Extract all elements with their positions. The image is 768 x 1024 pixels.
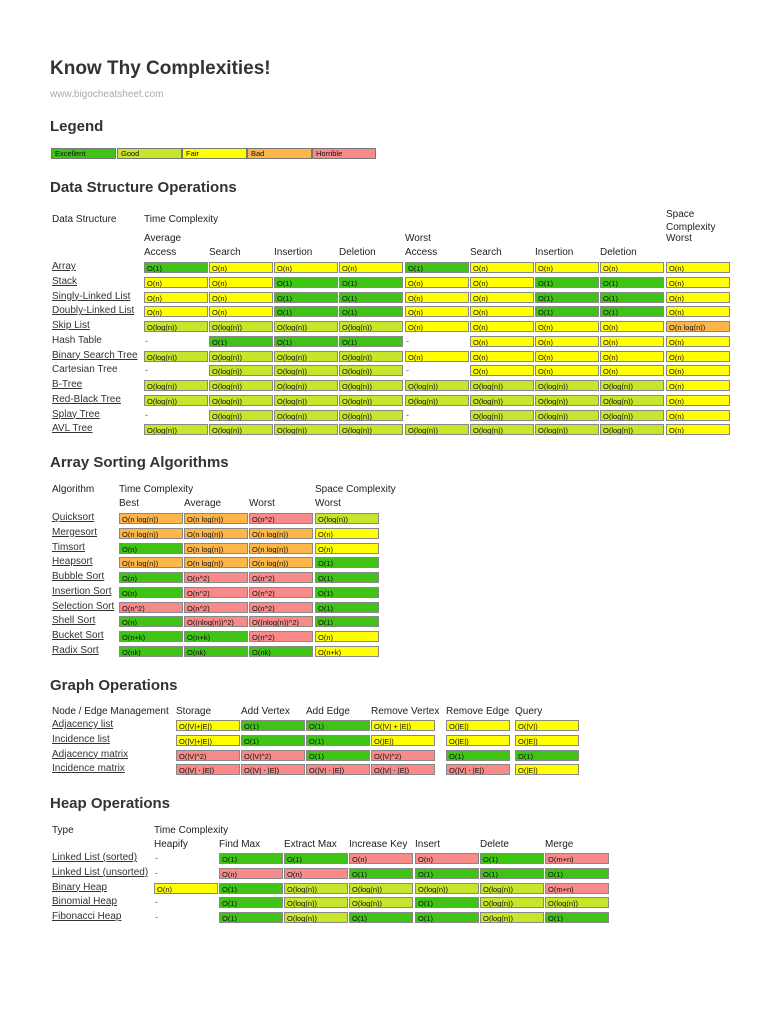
ds-cell-fair: O(n) xyxy=(535,321,599,332)
heap-cell-good: O(log(n)) xyxy=(415,883,479,894)
graph-cell-horrible: O(|V| ⋅ |E|) xyxy=(176,764,240,775)
ds-cell-good: O(log(n)) xyxy=(274,321,338,332)
heap-cell-excellent: O(1) xyxy=(349,868,413,879)
heap-row-label[interactable]: Fibonacci Heap xyxy=(52,911,122,922)
sort-cell-excellent: O(n) xyxy=(119,616,183,627)
ds-cell-good: O(log(n)) xyxy=(274,424,338,435)
ds-cell-empty: - xyxy=(406,365,409,376)
sort-row-label[interactable]: Selection Sort xyxy=(52,600,115,612)
site-url[interactable]: www.bigocheatsheet.com xyxy=(50,89,164,100)
ds-row-label: Hash Table xyxy=(52,334,102,346)
ds-col-header: Insertion xyxy=(274,247,313,258)
ds-cell-empty: - xyxy=(145,335,148,346)
heap-col-header: Extract Max xyxy=(284,839,337,850)
sort-cell-bad: O(n log(n)) xyxy=(184,557,248,568)
ds-cell-fair: O(n) xyxy=(470,351,534,362)
heap-cell-good: O(log(n)) xyxy=(349,897,413,908)
ds-cell-empty: - xyxy=(145,409,148,420)
heap-header-type: Type xyxy=(52,825,74,836)
heap-cell-horrible: O(n) xyxy=(284,868,348,879)
ds-cell-good: O(log(n)) xyxy=(209,365,273,376)
ds-col-header: Access xyxy=(144,247,177,258)
graph-cell-fair: O(|E|) xyxy=(446,720,510,731)
ds-cell-good: O(log(n)) xyxy=(339,410,403,421)
ds-cell-good: O(log(n)) xyxy=(535,424,599,435)
page-title: Know Thy Complexities! xyxy=(50,58,271,79)
ds-cell-fair: O(n) xyxy=(209,292,273,303)
ds-cell-fair: O(n) xyxy=(666,262,730,273)
ds-cell-good: O(log(n)) xyxy=(209,380,273,391)
ds-row-label[interactable]: Splay Tree xyxy=(52,408,100,420)
graph-cell-fair: O(|V|+|E|) xyxy=(176,720,240,731)
heap-cell-excellent: O(1) xyxy=(480,853,544,864)
ds-cell-excellent: O(1) xyxy=(600,277,664,288)
graph-cell-horrible: O(|V| ⋅ |E|) xyxy=(241,764,305,775)
sort-header-time-complexity: Time Complexity xyxy=(119,484,194,495)
ds-cell-fair: O(n) xyxy=(535,351,599,362)
ds-cell-bad: O(n log(n)) xyxy=(666,321,730,332)
ds-cell-fair: O(n) xyxy=(470,336,534,347)
ds-cell-fair: O(n) xyxy=(600,321,664,332)
ds-cell-fair: O(n) xyxy=(666,292,730,303)
heap-cell-fair: O(n) xyxy=(154,883,218,894)
heap-cell-horrible: O(n) xyxy=(219,868,283,879)
ds-col-header: Search xyxy=(209,247,241,258)
ds-cell-good: O(log(n)) xyxy=(600,380,664,391)
sort-cell-horrible: O(n^2) xyxy=(184,587,248,598)
graph-cell-excellent: O(1) xyxy=(446,750,510,761)
graph-cell-excellent: O(1) xyxy=(515,750,579,761)
sort-row-label[interactable]: Bucket Sort xyxy=(52,630,104,641)
heap-col-header: Delete xyxy=(480,839,509,850)
heap-cell-empty: - xyxy=(155,867,158,878)
graph-row-label[interactable]: Adjacency list xyxy=(52,719,114,730)
ds-cell-good: O(log(n)) xyxy=(209,410,273,421)
ds-header-time-complexity: Time Complexity xyxy=(144,214,219,225)
sort-cell-horrible: O(n^2) xyxy=(249,587,313,598)
sort-cell-excellent: O(n+k) xyxy=(119,631,183,642)
sort-cell-fair: O(n+k) xyxy=(315,646,379,657)
ds-row-label[interactable]: Binary Search Tree xyxy=(52,349,138,361)
heap-cell-excellent: O(1) xyxy=(545,912,609,923)
ds-cell-good: O(log(n)) xyxy=(274,365,338,376)
heap-cell-excellent: O(1) xyxy=(480,868,544,879)
ds-row-label[interactable]: Stack xyxy=(52,275,78,287)
ds-cell-fair: O(n) xyxy=(209,306,273,317)
heap-heading: Heap Operations xyxy=(50,795,171,812)
sort-cell-horrible: O(n^2) xyxy=(249,631,313,642)
sort-header-space-complexity: Space Complexity xyxy=(315,484,396,495)
ds-cell-fair: O(n) xyxy=(666,410,730,421)
heap-col-header: Merge xyxy=(545,839,574,850)
heap-cell-good: O(log(n)) xyxy=(284,883,348,894)
ds-cell-good: O(log(n)) xyxy=(470,395,534,406)
ds-cell-good: O(log(n)) xyxy=(339,424,403,435)
ds-cell-fair: O(n) xyxy=(405,351,469,362)
ds-cell-good: O(log(n)) xyxy=(339,351,403,362)
ds-cell-good: O(log(n)) xyxy=(600,395,664,406)
ds-cell-fair: O(n) xyxy=(470,262,534,273)
heap-row-label[interactable]: Linked List (sorted) xyxy=(52,852,138,863)
ds-cell-fair: O(n) xyxy=(209,277,273,288)
ds-cell-fair: O(n) xyxy=(666,395,730,406)
heap-cell-horrible: O(m+n) xyxy=(545,883,609,894)
ds-cell-fair: O(n) xyxy=(144,277,208,288)
sort-cell-fair: O(n) xyxy=(315,543,379,554)
ds-cell-excellent: O(1) xyxy=(535,306,599,317)
ds-cell-good: O(log(n)) xyxy=(144,395,208,406)
ds-cell-excellent: O(1) xyxy=(405,262,469,273)
ds-cell-fair: O(n) xyxy=(666,336,730,347)
heap-cell-good: O(log(n)) xyxy=(480,897,544,908)
graph-cell-fair: O(|V|) xyxy=(515,720,579,731)
ds-cell-good: O(log(n)) xyxy=(535,410,599,421)
legend-item-bad: Bad xyxy=(247,148,312,159)
ds-cell-good: O(log(n)) xyxy=(339,395,403,406)
ds-cell-fair: O(n) xyxy=(470,306,534,317)
legend-item-fair: Fair xyxy=(182,148,247,159)
ds-cell-fair: O(n) xyxy=(600,365,664,376)
sort-cell-horrible: O(n^2) xyxy=(184,572,248,583)
heap-row-label[interactable]: Linked List (unsorted) xyxy=(52,866,149,878)
ds-cell-good: O(log(n)) xyxy=(405,380,469,391)
heap-col-header: Find Max xyxy=(219,839,261,850)
sort-cell-bad: O(n log(n)) xyxy=(119,557,183,568)
ds-row-label[interactable]: B-Tree xyxy=(52,379,83,390)
heap-cell-good: O(log(n)) xyxy=(284,897,348,908)
ds-cell-good: O(log(n)) xyxy=(339,380,403,391)
ds-cell-fair: O(n) xyxy=(600,351,664,362)
heap-cell-empty: - xyxy=(155,912,158,922)
sort-row-label[interactable]: Heapsort xyxy=(52,556,93,568)
graph-cell-horrible: O(|V|^2) xyxy=(176,750,240,761)
sort-cell-fair: O(n) xyxy=(315,631,379,642)
heap-cell-horrible: O(m+n) xyxy=(545,853,609,864)
sort-header-algorithm: Algorithm xyxy=(52,484,95,495)
ds-cell-empty: - xyxy=(406,335,409,346)
graph-cell-fair: O(|E|) xyxy=(515,764,579,775)
ds-cell-good: O(log(n)) xyxy=(405,395,469,406)
sort-cell-excellent: O(1) xyxy=(315,572,379,583)
ds-row-label[interactable]: Array xyxy=(52,261,76,272)
sort-row-label[interactable]: Bubble Sort xyxy=(52,571,105,582)
ds-cell-good: O(log(n)) xyxy=(144,351,208,362)
ds-cell-excellent: O(1) xyxy=(274,277,338,288)
ds-heading: Data Structure Operations xyxy=(50,179,237,196)
heap-cell-good: O(log(n)) xyxy=(480,883,544,894)
ds-cell-excellent: O(1) xyxy=(600,306,664,317)
graph-cell-excellent: O(1) xyxy=(306,735,370,746)
ds-cell-fair: O(n) xyxy=(470,365,534,376)
ds-cell-good: O(log(n)) xyxy=(339,321,403,332)
heap-cell-horrible: O(n) xyxy=(415,853,479,864)
heap-cell-empty: - xyxy=(155,897,158,908)
graph-col-header: Node / Edge Management xyxy=(52,706,169,717)
graph-cell-horrible: O(|V| ⋅ |E|) xyxy=(446,764,510,775)
sort-cell-excellent: O(n) xyxy=(119,543,183,554)
ds-cell-good: O(log(n)) xyxy=(470,380,534,391)
ds-cell-excellent: O(1) xyxy=(274,292,338,303)
heap-col-header: Insert xyxy=(415,839,441,850)
graph-cell-fair: O(|V| + |E|) xyxy=(371,720,435,731)
sort-cell-bad: O(n log(n)) xyxy=(119,513,183,524)
graph-row-label[interactable]: Adjacency matrix xyxy=(52,748,129,760)
ds-cell-good: O(log(n)) xyxy=(209,321,273,332)
heap-col-header: Heapify xyxy=(154,839,188,850)
graph-cell-excellent: O(1) xyxy=(306,720,370,731)
ds-col-header: Insertion xyxy=(535,247,574,258)
sort-cell-bad: O(n log(n)) xyxy=(249,528,313,539)
ds-header-average: Average xyxy=(144,233,182,244)
ds-cell-fair: O(n) xyxy=(274,262,338,273)
ds-col-header: Access xyxy=(405,247,438,258)
heap-cell-good: O(log(n)) xyxy=(284,912,348,923)
heap-cell-excellent: O(1) xyxy=(219,897,283,908)
ds-cell-good: O(log(n)) xyxy=(600,424,664,435)
ds-cell-fair: O(n) xyxy=(600,336,664,347)
ds-cell-fair: O(n) xyxy=(666,365,730,376)
sort-cell-fair: O(n) xyxy=(315,528,379,539)
sort-cell-bad: O(n log(n)) xyxy=(184,528,248,539)
ds-cell-good: O(log(n)) xyxy=(144,380,208,391)
sort-cell-excellent: O(nk) xyxy=(119,646,183,657)
heap-cell-good: O(log(n)) xyxy=(480,912,544,923)
graph-cell-excellent: O(1) xyxy=(306,750,370,761)
ds-cell-empty: - xyxy=(145,365,148,376)
legend-item-good: Good xyxy=(117,148,182,159)
ds-cell-good: O(log(n)) xyxy=(144,321,208,332)
heap-cell-excellent: O(1) xyxy=(349,912,413,923)
ds-cell-fair: O(n) xyxy=(666,380,730,391)
ds-cell-fair: O(n) xyxy=(666,306,730,317)
graph-cell-fair: O(|E|) xyxy=(446,735,510,746)
graph-row-label[interactable]: Incidence list xyxy=(52,733,110,745)
ds-cell-fair: O(n) xyxy=(470,292,534,303)
sort-col-header: Average xyxy=(184,498,222,509)
ds-cell-fair: O(n) xyxy=(144,306,208,317)
sort-col-header: Best xyxy=(119,498,140,509)
heap-cell-excellent: O(1) xyxy=(284,853,348,864)
heap-cell-excellent: O(1) xyxy=(415,868,479,879)
graph-col-header: Query xyxy=(515,706,543,717)
ds-row-label[interactable]: AVL Tree xyxy=(52,423,93,435)
sort-cell-bad: O(n log(n)) xyxy=(249,543,313,554)
sort-cell-bad: O(n log(n)) xyxy=(249,557,313,568)
sort-cell-bad: O(n log(n)) xyxy=(119,528,183,539)
ds-cell-fair: O(n) xyxy=(339,262,403,273)
heap-cell-horrible: O(n) xyxy=(349,853,413,864)
ds-header-worst: Worst xyxy=(405,233,431,244)
sort-cell-excellent: O(n) xyxy=(119,587,183,598)
ds-cell-fair: O(n) xyxy=(600,262,664,273)
heap-row-label[interactable]: Binomial Heap xyxy=(52,896,118,908)
heap-cell-good: O(log(n)) xyxy=(349,883,413,894)
ds-cell-good: O(log(n)) xyxy=(470,424,534,435)
sort-col-header: Worst xyxy=(249,498,275,509)
ds-header-space-worst: Worst xyxy=(666,233,692,244)
ds-header-data-structure: Data Structure xyxy=(52,214,117,225)
sort-row-label[interactable]: Shell Sort xyxy=(52,615,96,627)
ds-cell-fair: O(n) xyxy=(535,336,599,347)
ds-cell-excellent: O(1) xyxy=(274,306,338,317)
ds-cell-good: O(log(n)) xyxy=(339,365,403,376)
heap-header-time-complexity: Time Complexity xyxy=(154,825,229,836)
graph-cell-fair: O(|V|+|E|) xyxy=(176,735,240,746)
heap-cell-excellent: O(1) xyxy=(219,912,283,923)
graph-heading: Graph Operations xyxy=(50,677,178,694)
ds-cell-excellent: O(1) xyxy=(274,336,338,347)
ds-cell-excellent: O(1) xyxy=(535,292,599,303)
ds-cell-fair: O(n) xyxy=(666,351,730,362)
ds-cell-excellent: O(1) xyxy=(600,292,664,303)
ds-cell-excellent: O(1) xyxy=(535,277,599,288)
ds-cell-fair: O(n) xyxy=(666,277,730,288)
sort-cell-bad: O(n log(n)) xyxy=(184,543,248,554)
ds-cell-good: O(log(n)) xyxy=(470,410,534,421)
sort-cell-horrible: O(n^2) xyxy=(249,513,313,524)
heap-cell-empty: - xyxy=(155,853,158,863)
graph-cell-excellent: O(1) xyxy=(241,720,305,731)
sort-cell-horrible: O((nlog(n))^2) xyxy=(249,616,313,627)
sort-col-header: Worst xyxy=(315,498,341,509)
ds-cell-fair: O(n) xyxy=(535,262,599,273)
ds-cell-good: O(log(n)) xyxy=(535,380,599,391)
ds-cell-fair: O(n) xyxy=(470,321,534,332)
ds-row-label: Cartesian Tree xyxy=(52,364,118,376)
ds-cell-good: O(log(n)) xyxy=(405,424,469,435)
ds-cell-fair: O(n) xyxy=(209,262,273,273)
graph-col-header: Remove Edge xyxy=(446,706,510,717)
ds-cell-excellent: O(1) xyxy=(339,292,403,303)
heap-cell-excellent: O(1) xyxy=(415,912,479,923)
ds-cell-excellent: O(1) xyxy=(209,336,273,347)
ds-cell-fair: O(n) xyxy=(405,292,469,303)
sort-row-label[interactable]: Mergesort xyxy=(52,526,98,538)
graph-cell-fair: O(|E|) xyxy=(371,735,435,746)
graph-col-header: Add Edge xyxy=(306,706,350,717)
heap-cell-excellent: O(1) xyxy=(219,853,283,864)
ds-cell-good: O(log(n)) xyxy=(209,424,273,435)
legend-heading: Legend xyxy=(50,118,104,135)
ds-col-header: Search xyxy=(470,247,502,258)
ds-cell-fair: O(n) xyxy=(470,277,534,288)
ds-cell-good: O(log(n)) xyxy=(274,351,338,362)
heap-row-label[interactable]: Binary Heap xyxy=(52,881,108,893)
ds-cell-good: O(log(n)) xyxy=(274,395,338,406)
sort-cell-horrible: O(n^2) xyxy=(249,602,313,613)
ds-cell-good: O(log(n)) xyxy=(535,395,599,406)
ds-cell-good: O(log(n)) xyxy=(274,410,338,421)
ds-cell-fair: O(n) xyxy=(535,365,599,376)
sort-cell-excellent: O(1) xyxy=(315,587,379,598)
graph-cell-horrible: O(|V| ⋅ |E|) xyxy=(371,764,435,775)
ds-cell-fair: O(n) xyxy=(405,277,469,288)
ds-cell-good: O(log(n)) xyxy=(144,424,208,435)
ds-cell-fair: O(n) xyxy=(405,306,469,317)
legend-item-horrible: Horrible xyxy=(312,148,376,159)
sort-cell-horrible: O((nlog(n))^2) xyxy=(184,616,248,627)
ds-cell-good: O(log(n)) xyxy=(274,380,338,391)
ds-cell-excellent: O(1) xyxy=(339,277,403,288)
heap-col-header: Increase Key xyxy=(349,839,408,850)
graph-cell-excellent: O(1) xyxy=(241,735,305,746)
ds-row-label[interactable]: Skip List xyxy=(52,320,90,331)
ds-row-label[interactable]: Red-Black Tree xyxy=(52,393,121,405)
ds-cell-good: O(log(n)) xyxy=(209,351,273,362)
ds-cell-good: O(log(n)) xyxy=(600,410,664,421)
ds-cell-fair: O(n) xyxy=(405,321,469,332)
graph-cell-horrible: O(|V|^2) xyxy=(241,750,305,761)
heap-cell-good: O(log(n)) xyxy=(545,897,609,908)
graph-cell-fair: O(|E|) xyxy=(515,735,579,746)
ds-row-label[interactable]: Doubly-Linked List xyxy=(52,305,135,317)
ds-cell-excellent: O(1) xyxy=(339,306,403,317)
heap-cell-excellent: O(1) xyxy=(219,883,283,894)
sort-cell-horrible: O(n^2) xyxy=(184,602,248,613)
sort-row-label[interactable]: Quicksort xyxy=(52,512,95,523)
sort-cell-excellent: O(nk) xyxy=(184,646,248,657)
sort-cell-horrible: O(n^2) xyxy=(119,602,183,613)
ds-row-label[interactable]: Singly-Linked List xyxy=(52,290,131,302)
graph-row-label[interactable]: Incidence matrix xyxy=(52,763,125,775)
legend-item-excellent: Excellent xyxy=(51,148,116,159)
sort-cell-excellent: O(nk) xyxy=(249,646,313,657)
heap-cell-excellent: O(1) xyxy=(545,868,609,879)
ds-cell-excellent: O(1) xyxy=(144,262,208,273)
heap-cell-excellent: O(1) xyxy=(415,897,479,908)
graph-cell-horrible: O(|V| ⋅ |E|) xyxy=(306,764,370,775)
ds-col-header: Deletion xyxy=(600,247,637,258)
graph-col-header: Add Vertex xyxy=(241,706,290,717)
ds-cell-fair: O(n) xyxy=(666,424,730,435)
sort-heading: Array Sorting Algorithms xyxy=(50,454,229,471)
sort-row-label[interactable]: Radix Sort xyxy=(52,644,99,656)
graph-cell-horrible: O(|V|^2) xyxy=(371,750,435,761)
graph-col-header: Storage xyxy=(176,706,212,717)
sort-cell-excellent: O(n+k) xyxy=(184,631,248,642)
ds-cell-excellent: O(1) xyxy=(339,336,403,347)
ds-col-header: Deletion xyxy=(339,247,376,258)
sort-row-label[interactable]: Timsort xyxy=(52,541,85,553)
sort-cell-good: O(log(n)) xyxy=(315,513,379,524)
sort-row-label[interactable]: Insertion Sort xyxy=(52,585,112,597)
sort-cell-excellent: O(1) xyxy=(315,602,379,613)
sort-cell-excellent: O(1) xyxy=(315,616,379,627)
ds-header-space-complexity: Space Complexity xyxy=(666,209,716,233)
sort-cell-excellent: O(n) xyxy=(119,572,183,583)
sort-cell-excellent: O(1) xyxy=(315,557,379,568)
ds-cell-fair: O(n) xyxy=(144,292,208,303)
sort-cell-horrible: O(n^2) xyxy=(249,572,313,583)
sort-cell-bad: O(n log(n)) xyxy=(184,513,248,524)
ds-cell-empty: - xyxy=(406,409,409,420)
graph-col-header: Remove Vertex xyxy=(371,706,440,717)
ds-cell-good: O(log(n)) xyxy=(209,395,273,406)
